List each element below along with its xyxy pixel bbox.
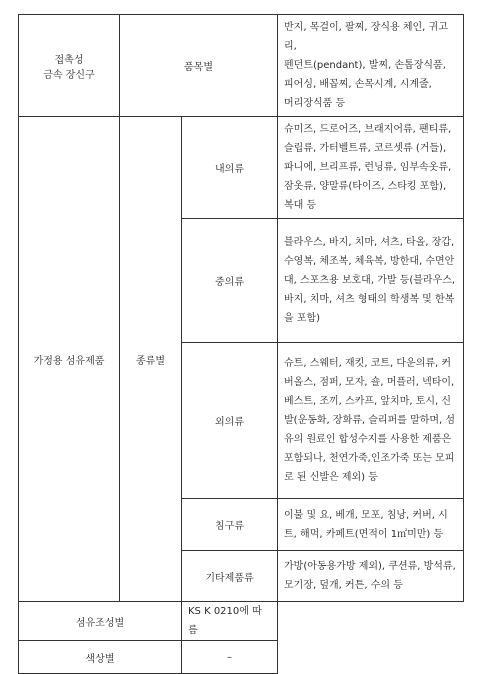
metal-category-line: 금속 장신구 xyxy=(43,69,95,81)
color-value: – xyxy=(182,641,278,674)
textile-subtype-label: 외의류 xyxy=(182,343,278,499)
textile-subtype-label: 기타제품류 xyxy=(182,551,278,602)
textile-type-cell: 종류별 xyxy=(120,117,182,602)
textile-subtype-items: 슈미즈, 드로어즈, 브래지어류, 팬티류, 슬립류, 가터벨트류, 코르셋류 (거들), 파니에, 브리프류, 런닝류, 임부속옷류, 잠옷류, 양말류(타이즈, 스타킹 포함), 복대 등 xyxy=(278,117,464,219)
metal-items-cell xyxy=(278,15,464,117)
metal-sub-cell: 품목별 xyxy=(120,15,278,117)
metal-category-line: 접촉성 xyxy=(54,54,84,66)
metal-item-line: 피어싱, 배꼽찌, 손목시계, 시계줄, xyxy=(284,79,432,90)
textile-subtype-label: 중의류 xyxy=(182,219,278,343)
textile-row-underwear xyxy=(19,117,464,219)
fiber-label: 섬유조성별 xyxy=(19,602,182,641)
color-row xyxy=(19,641,464,674)
fiber-row xyxy=(19,602,464,641)
metal-item-line: 반지, 목걸이, 팔찌, 장식용 체인, 귀고리, xyxy=(284,22,448,52)
product-classification-table xyxy=(18,14,464,674)
textile-subtype-items: 이불 및 요, 베개, 모포, 침낭, 커버, 시트, 해먹, 카페트(면적이 1㎡미만) 등 xyxy=(278,499,464,551)
textile-subtype-items: 슈트, 스웨터, 재킷, 코트, 다운의류, 커버올스, 점퍼, 모자, 숄, 머플러, 넥타이, 베스트, 조끼, 스카프, 앞치마, 토시, 신발(운동화, 장화류, 슬리퍼를 말하며, 섬유의 원료인 합성수지를 사용한 제품은 포함되나, 천연가죽,인조가죽 또는 모피로 된 신발은 제외) 등 xyxy=(278,343,464,499)
textile-subtype-label: 내의류 xyxy=(182,117,278,219)
textile-subtype-items: 가방(아동용가방 제외), 쿠션류, 방석류, 모기장, 덮개, 커튼, 수의 등 xyxy=(278,551,464,602)
textile-subtype-label: 침구류 xyxy=(182,499,278,551)
metal-item-line: 머리장식품 등 xyxy=(284,98,346,109)
fiber-value: KS K 0210에 따름 xyxy=(182,602,278,641)
color-label: 색상별 xyxy=(19,641,182,674)
metal-row xyxy=(19,15,464,117)
metal-item-line: 펜던트(pendant), 발찌, 손톱장식품, xyxy=(284,60,446,71)
textile-subtype-items: 블라우스, 바지, 치마, 셔츠, 타올, 장갑, 수영복, 체조복, 체육복, 방한대, 수면안대, 스포츠용 보호대, 가발 등(블라우스, 바지, 치마, 셔츠 형태의 학생복 및 한복을 포함) xyxy=(278,219,464,343)
metal-category-cell xyxy=(19,15,120,117)
textile-category-cell: 가정용 섬유제품 xyxy=(19,117,120,602)
